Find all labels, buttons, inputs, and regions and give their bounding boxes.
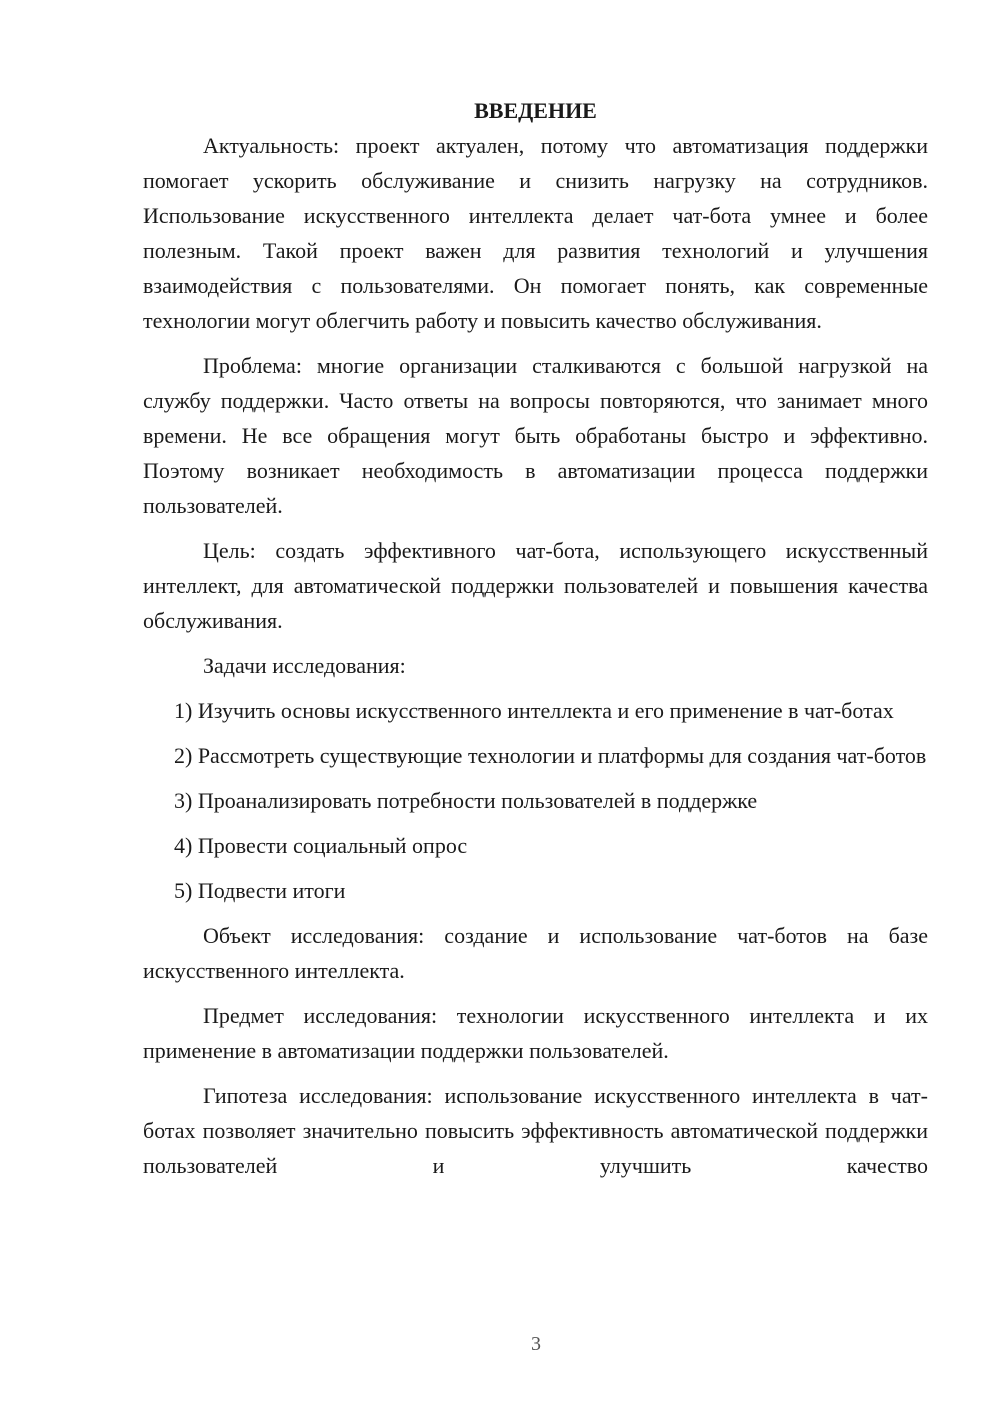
paragraph-problem: Проблема: многие организации сталкиваются с большой нагрузкой на службу поддержки. Часто ответы на вопросы повторяются, что занимает много времени. Не все обращения могут быть обработаны быстро и эффективно. Поэтому возникает необходимость в автоматизации процесса поддержки пользователей. (143, 353, 928, 518)
page-number: 3 (531, 1333, 541, 1355)
section-title: ВВЕДЕНИЕ (474, 98, 597, 123)
paragraph-tasks-heading: Задачи исследования: (203, 653, 406, 678)
task-item-1: 1) Изучить основы искусственного интеллекта и его применение в чат-ботах (174, 698, 894, 723)
paragraph-hypothesis: Гипотеза исследования: использование искусственного интеллекта в чат-ботах позволяет значительно повысить эффективность автоматической поддержки пользователей и улучшить качество (143, 1083, 928, 1178)
paragraph-subject: Предмет исследования: технологии искусственного интеллекта и их применение в автоматизации поддержки пользователей. (143, 1003, 928, 1063)
paragraph-goal: Цель: создать эффективного чат-бота, использующего искусственный интеллект, для автоматической поддержки пользователей и повышения качества обслуживания. (143, 538, 928, 633)
paragraph-relevance: Актуальность: проект актуален, потому что автоматизация поддержки помогает ускорить обслуживание и снизить нагрузку на сотрудников. Использование искусственного интеллекта делает чат-бота умнее и более полезным. Такой проект важен для развития технологий и улучшения взаимодействия с пользователями. Он помогает понять, как современные технологии могут облегчить работу и повысить качество обслуживания. (143, 133, 928, 333)
document-page (143, 93, 928, 1183)
task-item-4: 4) Провести социальный опрос (174, 833, 468, 858)
task-item-2: 2) Рассмотреть существующие технологии и платформы для создания чат-ботов (174, 743, 927, 768)
paragraph-object: Объект исследования: создание и использование чат-ботов на базе искусственного интеллекта. (143, 923, 928, 983)
task-item-3: 3) Проанализировать потребности пользователей в поддержке (174, 788, 758, 813)
task-item-5: 5) Подвести итоги (174, 878, 346, 903)
